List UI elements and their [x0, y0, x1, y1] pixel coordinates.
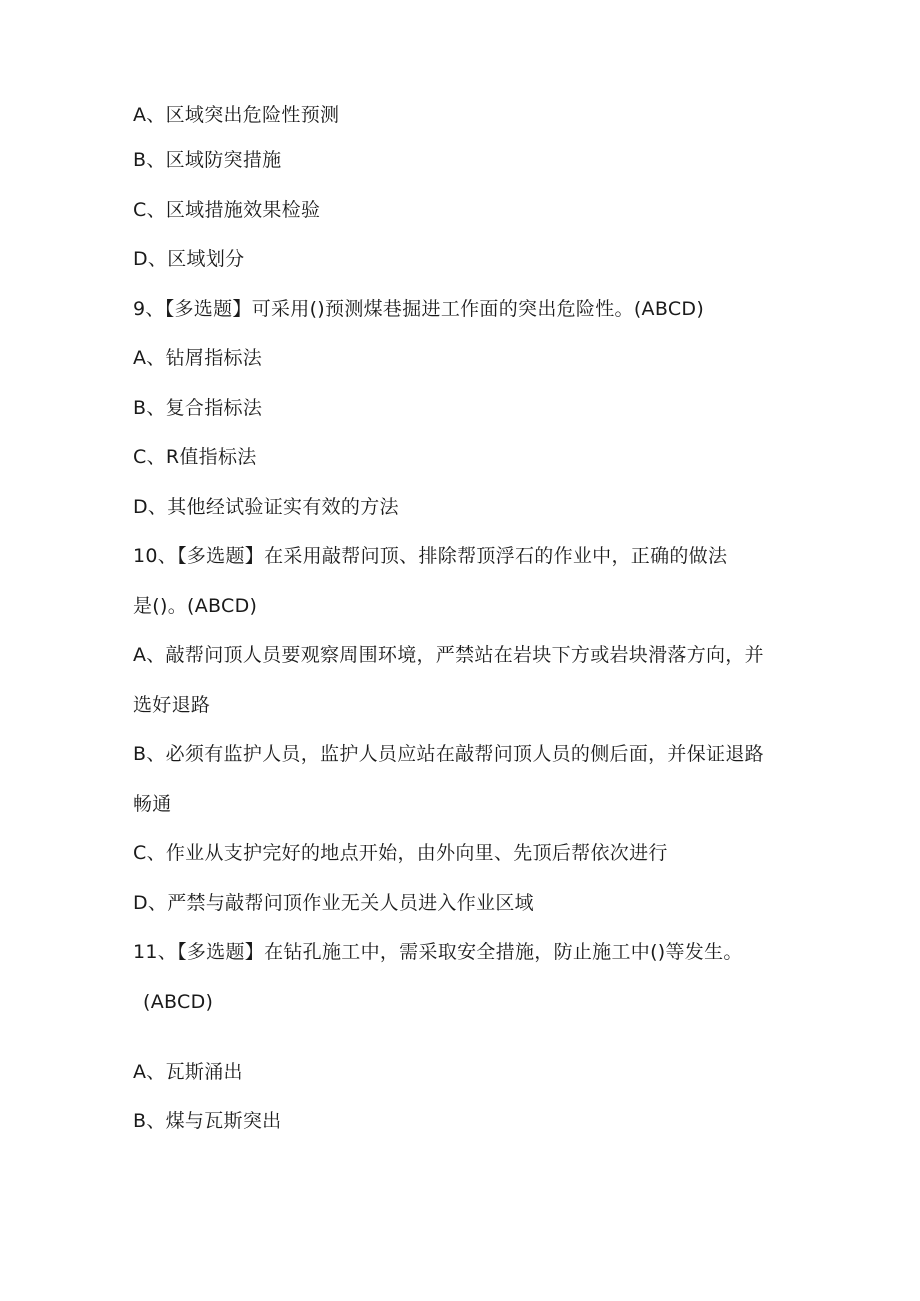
option-b-line: B、必须有监护人员，监护人员应站在敲帮问顶人员的侧后面，并保证退路	[133, 743, 764, 765]
option-a-line: A、瓦斯涌出	[133, 1061, 243, 1083]
question-10: 10、【多选题】在采用敲帮问顶、排除帮顶浮石的作业中，正确的做法	[133, 545, 728, 567]
option-b-line: B、复合指标法	[133, 397, 263, 419]
question-10-continued: 是()。(ABCD)	[133, 595, 258, 617]
option-b-continued: 畅通	[133, 793, 172, 815]
option-c-line: C、R值指标法	[133, 446, 257, 468]
option-a-line: A、钻屑指标法	[133, 347, 263, 369]
option-d-line: D、严禁与敲帮问顶作业无关人员进入作业区域	[133, 892, 534, 914]
question-9: 9、【多选题】可采用()预测煤巷掘进工作面的突出危险性。(ABCD)	[133, 298, 705, 320]
question-11-answer: (ABCD)	[143, 991, 214, 1013]
option-a-continued: 选好退路	[133, 694, 211, 716]
option-c-line: C、区域措施效果检验	[133, 199, 321, 221]
option-d-line: D、其他经试验证实有效的方法	[133, 496, 399, 518]
option-a-line: A、敲帮问顶人员要观察周围环境，严禁站在岩块下方或岩块滑落方向，并	[133, 644, 764, 666]
option-a-line: A、区域突出危险性预测	[133, 104, 340, 126]
option-d-line: D、区域划分	[133, 248, 245, 270]
option-c-line: C、作业从支护完好的地点开始，由外向里、先顶后帮依次进行	[133, 842, 668, 864]
option-b-line: B、区域防突措施	[133, 149, 282, 171]
question-11: 11、【多选题】在钻孔施工中，需采取安全措施，防止施工中()等发生。	[133, 941, 743, 963]
option-b-line: B、煤与瓦斯突出	[133, 1110, 282, 1132]
